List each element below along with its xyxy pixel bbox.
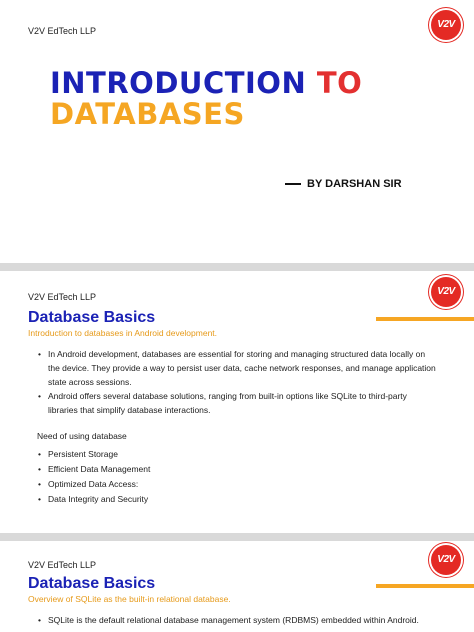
list-item: • Data Integrity and Security	[38, 492, 438, 507]
need-heading: Need of using database	[37, 431, 127, 441]
need-bullets	[38, 447, 438, 507]
section-title: Database Basics	[28, 309, 156, 326]
sqlite-slide	[0, 541, 474, 632]
logo-text: V2V	[437, 286, 455, 297]
list-item: • In Android development, databases are essential for storing and managing structured data locally on the device. They provide a way to persist user data, cache network responses, and manage application state across sessions.	[38, 347, 438, 389]
title-to: TO	[316, 66, 363, 100]
company-name: V2V EdTech LLP	[28, 292, 97, 302]
sqlite-bullets	[38, 613, 438, 627]
v2v-logo-icon	[431, 277, 461, 307]
title-slide	[0, 0, 474, 263]
section-subtitle: Introduction to databases in Android development.	[28, 328, 218, 338]
list-item: • Optimized Data Access:	[38, 477, 438, 492]
slide-title-line-1	[50, 66, 362, 100]
v2v-logo-icon	[431, 545, 461, 575]
title-introduction: INTRODUCTION	[50, 66, 307, 100]
author-name: BY DARSHAN SIR	[307, 178, 402, 190]
database-basics-slide	[0, 271, 474, 533]
logo-text: V2V	[437, 554, 455, 565]
list-item: • Efficient Data Management	[38, 462, 438, 477]
company-name: V2V EdTech LLP	[28, 26, 97, 36]
section-subtitle: Overview of SQLite as the built-in relational database.	[28, 594, 231, 604]
orange-accent-rule	[376, 584, 474, 588]
logo-text: V2V	[437, 19, 455, 30]
orange-accent-rule	[376, 317, 474, 321]
section-title: Database Basics	[28, 575, 156, 592]
company-name: V2V EdTech LLP	[28, 560, 97, 570]
intro-bullets	[38, 347, 438, 417]
author-dash	[285, 183, 301, 185]
list-item: • Persistent Storage	[38, 447, 438, 462]
list-item: • Android offers several database solutions, ranging from built-in options like SQLite to third-party libraries that simplify database interactions.	[38, 389, 438, 417]
slide-title-line-2: DATABASES	[50, 97, 245, 131]
v2v-logo-icon	[431, 10, 461, 40]
list-item: • SQLite is the default relational database management system (RDBMS) embedded within Android.	[38, 613, 438, 627]
author-line	[285, 178, 402, 190]
